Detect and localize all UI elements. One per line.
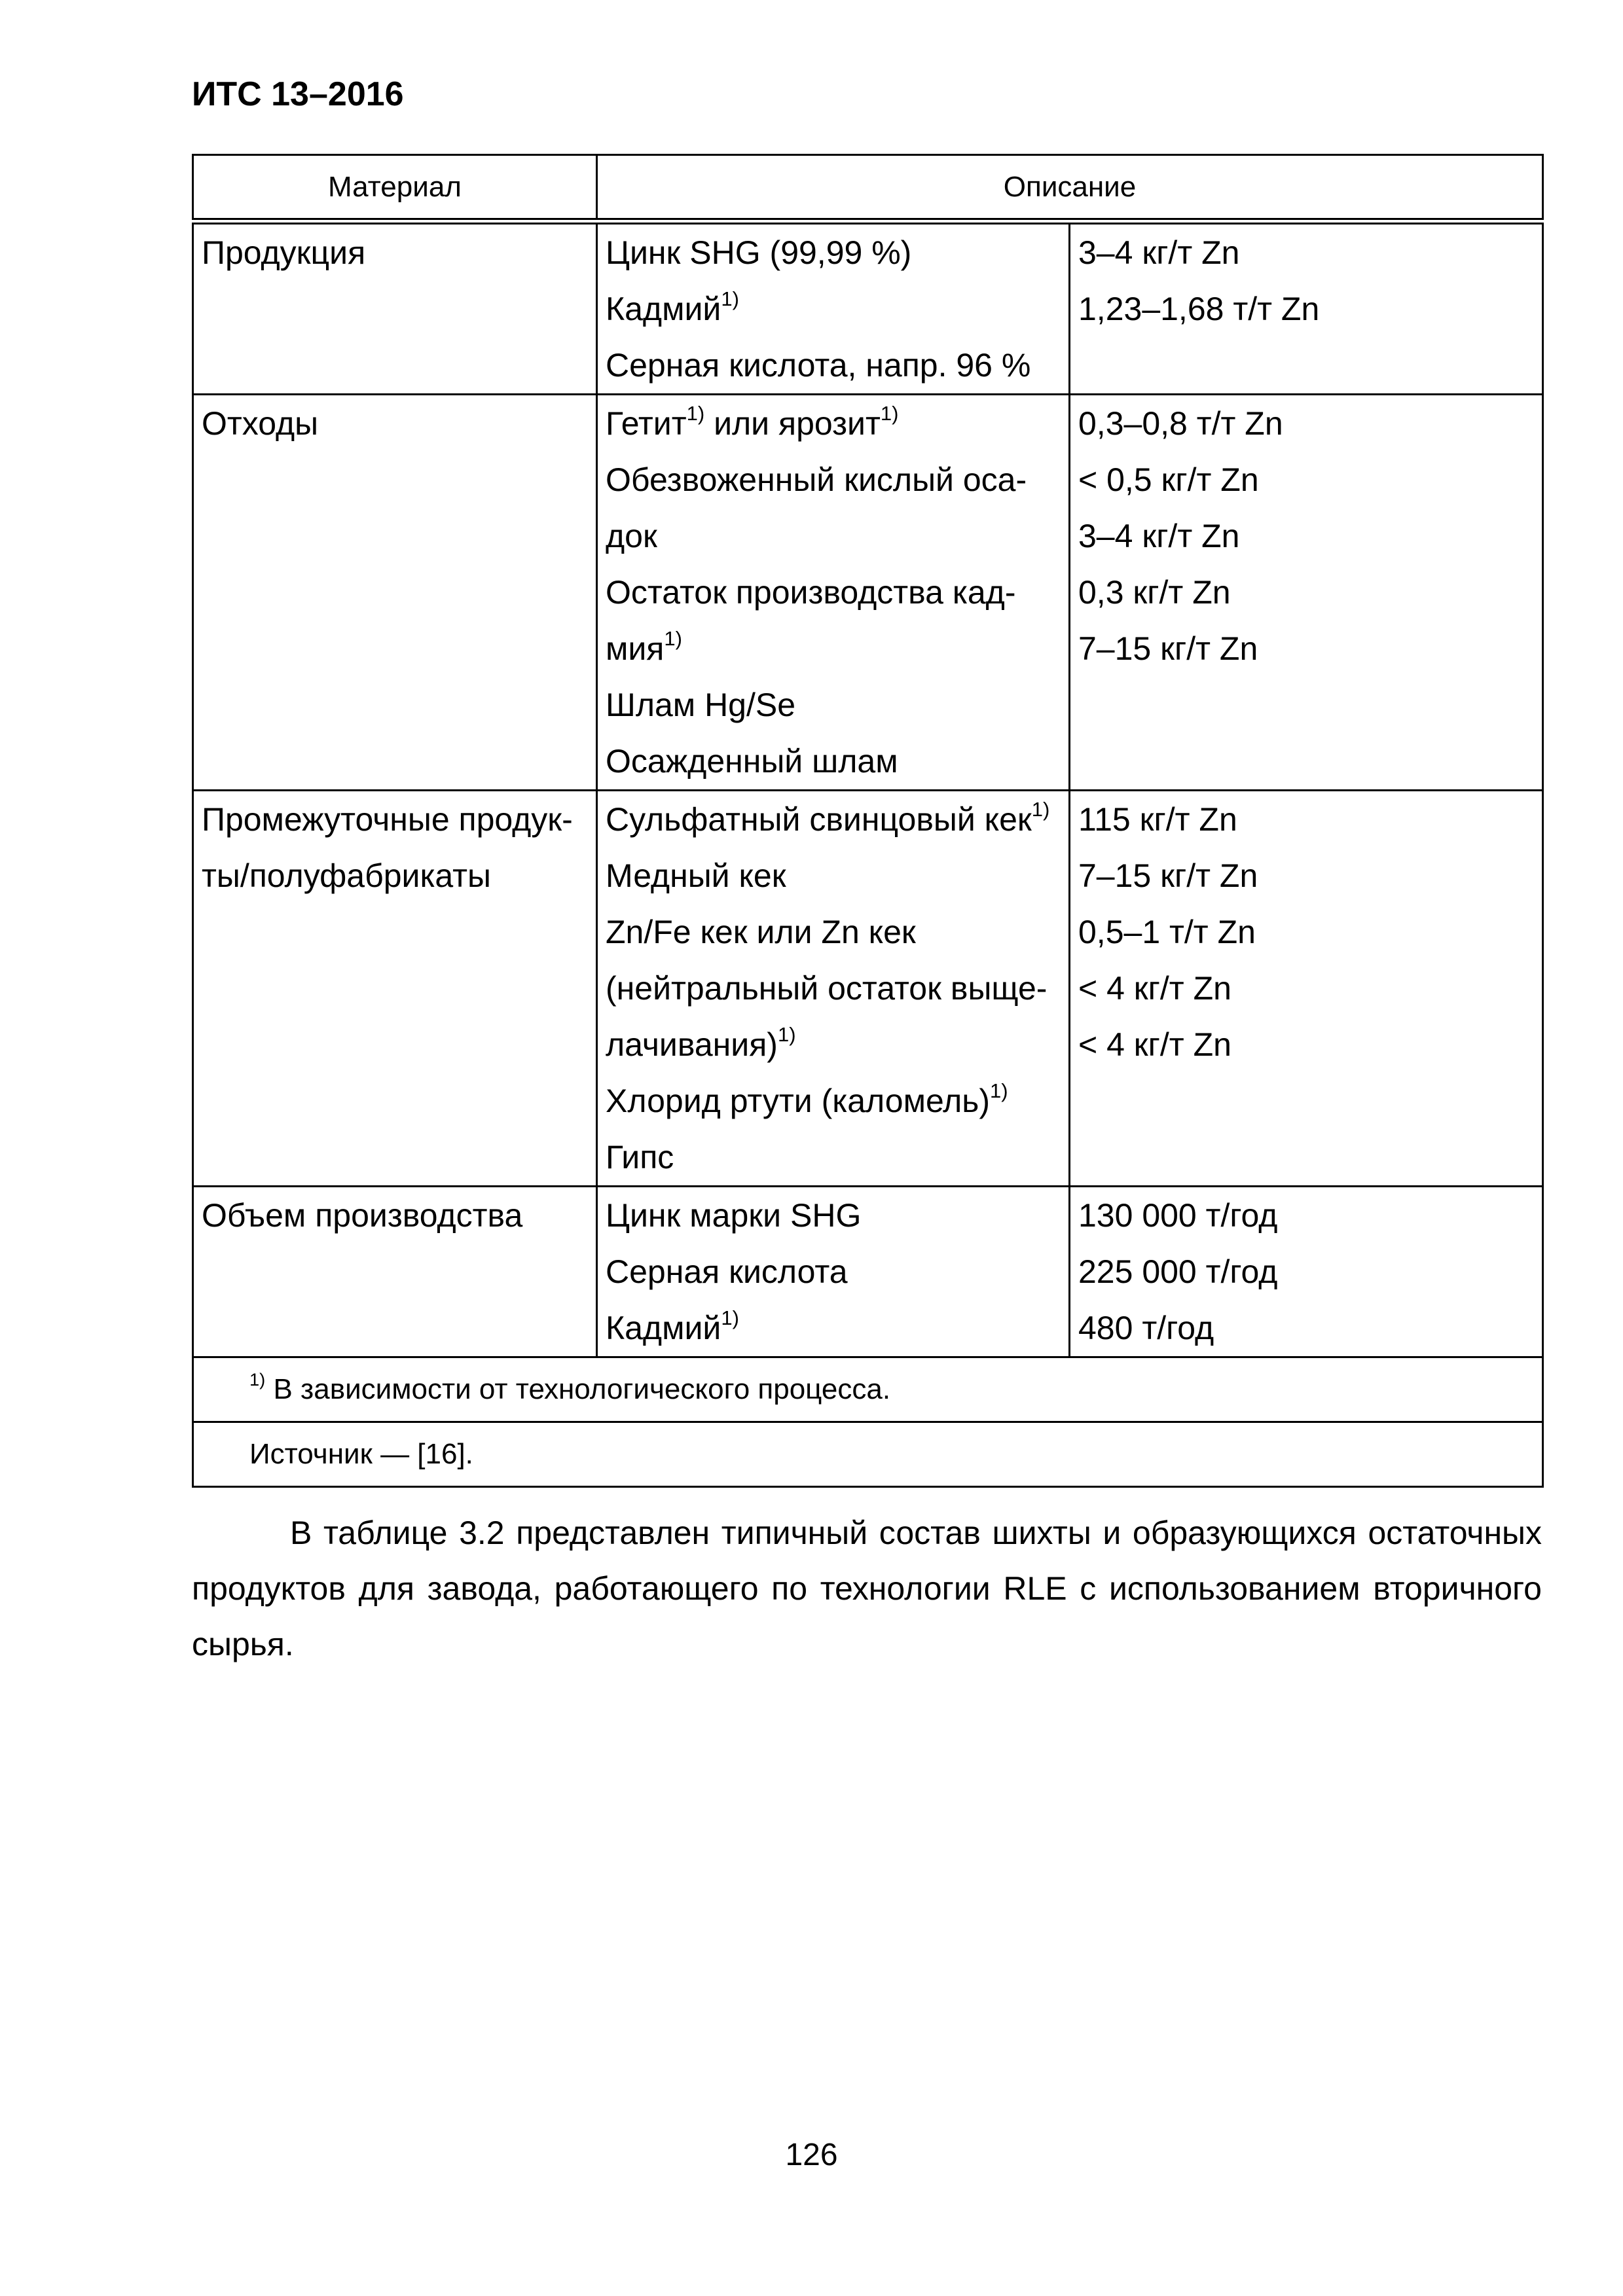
footnote-mark: 1) bbox=[249, 1369, 266, 1390]
item: Серная кислота, напр. 96 % bbox=[606, 347, 1031, 384]
values-cell bbox=[1070, 221, 1543, 395]
value: 7–15 кг/т Zn bbox=[1078, 630, 1258, 667]
values-cell bbox=[1070, 395, 1543, 791]
table-row bbox=[193, 221, 1543, 395]
footnote-mark: 1) bbox=[686, 401, 705, 425]
item: лачивания)$^{1)}$ bbox=[606, 1022, 796, 1063]
footnote-mark: 1) bbox=[664, 626, 682, 650]
items-cell bbox=[597, 791, 1070, 1187]
item: Шлам Hg/Se bbox=[606, 687, 796, 723]
item: Цинк марки SHG bbox=[606, 1197, 862, 1234]
item: Гетит$^{1)}$ или ярозит$^{1)}$ bbox=[606, 401, 899, 442]
footnote-text: В зависимости от технологического процесса. bbox=[265, 1373, 891, 1405]
footnote-mark: 1) bbox=[1031, 797, 1050, 821]
item: Хлорид ртути (каломель)$^{1)}$ bbox=[606, 1079, 1008, 1119]
item: Zn/Fe кек или Zn кек bbox=[606, 914, 916, 950]
items-cell bbox=[597, 221, 1070, 395]
value: 480 т/год bbox=[1078, 1310, 1214, 1346]
item: Кадмий$^{1)}$ bbox=[606, 287, 739, 327]
value: 3–4 кг/т Zn bbox=[1078, 518, 1240, 554]
value: 0,3–0,8 т/т Zn bbox=[1078, 405, 1283, 442]
footnote-row bbox=[193, 1357, 1543, 1422]
item: Гипс bbox=[606, 1139, 674, 1175]
value: 115 кг/т Zn bbox=[1078, 801, 1237, 838]
value: 7–15 кг/т Zn bbox=[1078, 857, 1258, 894]
value: < 4 кг/т Zn bbox=[1078, 1026, 1231, 1063]
document-code: ИТС 13–2016 bbox=[192, 75, 404, 113]
item: Цинк SHG (99,99 %) bbox=[606, 234, 912, 271]
item: Сульфатный свинцовый кек$^{1)}$ bbox=[606, 797, 1050, 838]
values-cell bbox=[1070, 791, 1543, 1187]
value: 0,5–1 т/т Zn bbox=[1078, 914, 1256, 950]
value: 0,3 кг/т Zn bbox=[1078, 574, 1231, 611]
table-row bbox=[193, 395, 1543, 791]
materials-table bbox=[192, 154, 1544, 1488]
footnote-mark: 1) bbox=[721, 287, 739, 310]
source-text: Источник — [16]. bbox=[249, 1438, 473, 1470]
material-cell bbox=[193, 395, 597, 791]
item: мия$^{1)}$ bbox=[606, 626, 682, 667]
header-material: Материал bbox=[193, 155, 597, 222]
value: 3–4 кг/т Zn bbox=[1078, 234, 1240, 271]
footnote-cell bbox=[193, 1357, 1543, 1422]
page-number: 126 bbox=[785, 2138, 838, 2172]
item: (нейтральный остаток выще- bbox=[606, 970, 1048, 1007]
item: Кадмий$^{1)}$ bbox=[606, 1306, 739, 1346]
body-paragraph: В таблице 3.2 представлен типичный состав шихты и образующихся остаточных продуктов для завода, работающего по технологии RLE с использованием вторичного сырья. bbox=[192, 1515, 1542, 1662]
item: Осажденный шлам bbox=[606, 743, 898, 780]
footnote-mark: 1) bbox=[989, 1079, 1008, 1102]
material-label: Продукция bbox=[202, 234, 366, 271]
item: док bbox=[606, 518, 657, 554]
material-label: Промежуточные продук- bbox=[202, 801, 573, 838]
material-label: ты/полуфабрикаты bbox=[202, 857, 491, 894]
items-cell bbox=[597, 1187, 1070, 1357]
table-row bbox=[193, 1187, 1543, 1357]
table-header-row bbox=[193, 155, 1543, 222]
footnote-mark: 1) bbox=[777, 1022, 796, 1046]
footnote-mark: 1) bbox=[880, 401, 899, 425]
value: 130 000 т/год bbox=[1078, 1197, 1278, 1234]
value: 1,23–1,68 т/т Zn bbox=[1078, 291, 1320, 327]
material-cell bbox=[193, 791, 597, 1187]
value: < 4 кг/т Zn bbox=[1078, 970, 1231, 1007]
item: Обезвоженный кислый оса- bbox=[606, 461, 1027, 498]
item: Медный кек bbox=[606, 857, 786, 894]
material-cell bbox=[193, 221, 597, 395]
value: < 0,5 кг/т Zn bbox=[1078, 461, 1259, 498]
values-cell bbox=[1070, 1187, 1543, 1357]
header-description: Описание bbox=[597, 155, 1543, 222]
item: Серная кислота bbox=[606, 1253, 848, 1290]
value: 225 000 т/год bbox=[1078, 1253, 1278, 1290]
material-label: Отходы bbox=[202, 405, 319, 442]
source-row bbox=[193, 1422, 1543, 1487]
footnote-mark: 1) bbox=[721, 1306, 739, 1329]
table-row bbox=[193, 791, 1543, 1187]
material-cell bbox=[193, 1187, 597, 1357]
item: Остаток производства кад- bbox=[606, 574, 1016, 611]
material-label: Объем производства bbox=[202, 1197, 523, 1234]
source-cell bbox=[193, 1422, 1543, 1487]
items-cell bbox=[597, 395, 1070, 791]
